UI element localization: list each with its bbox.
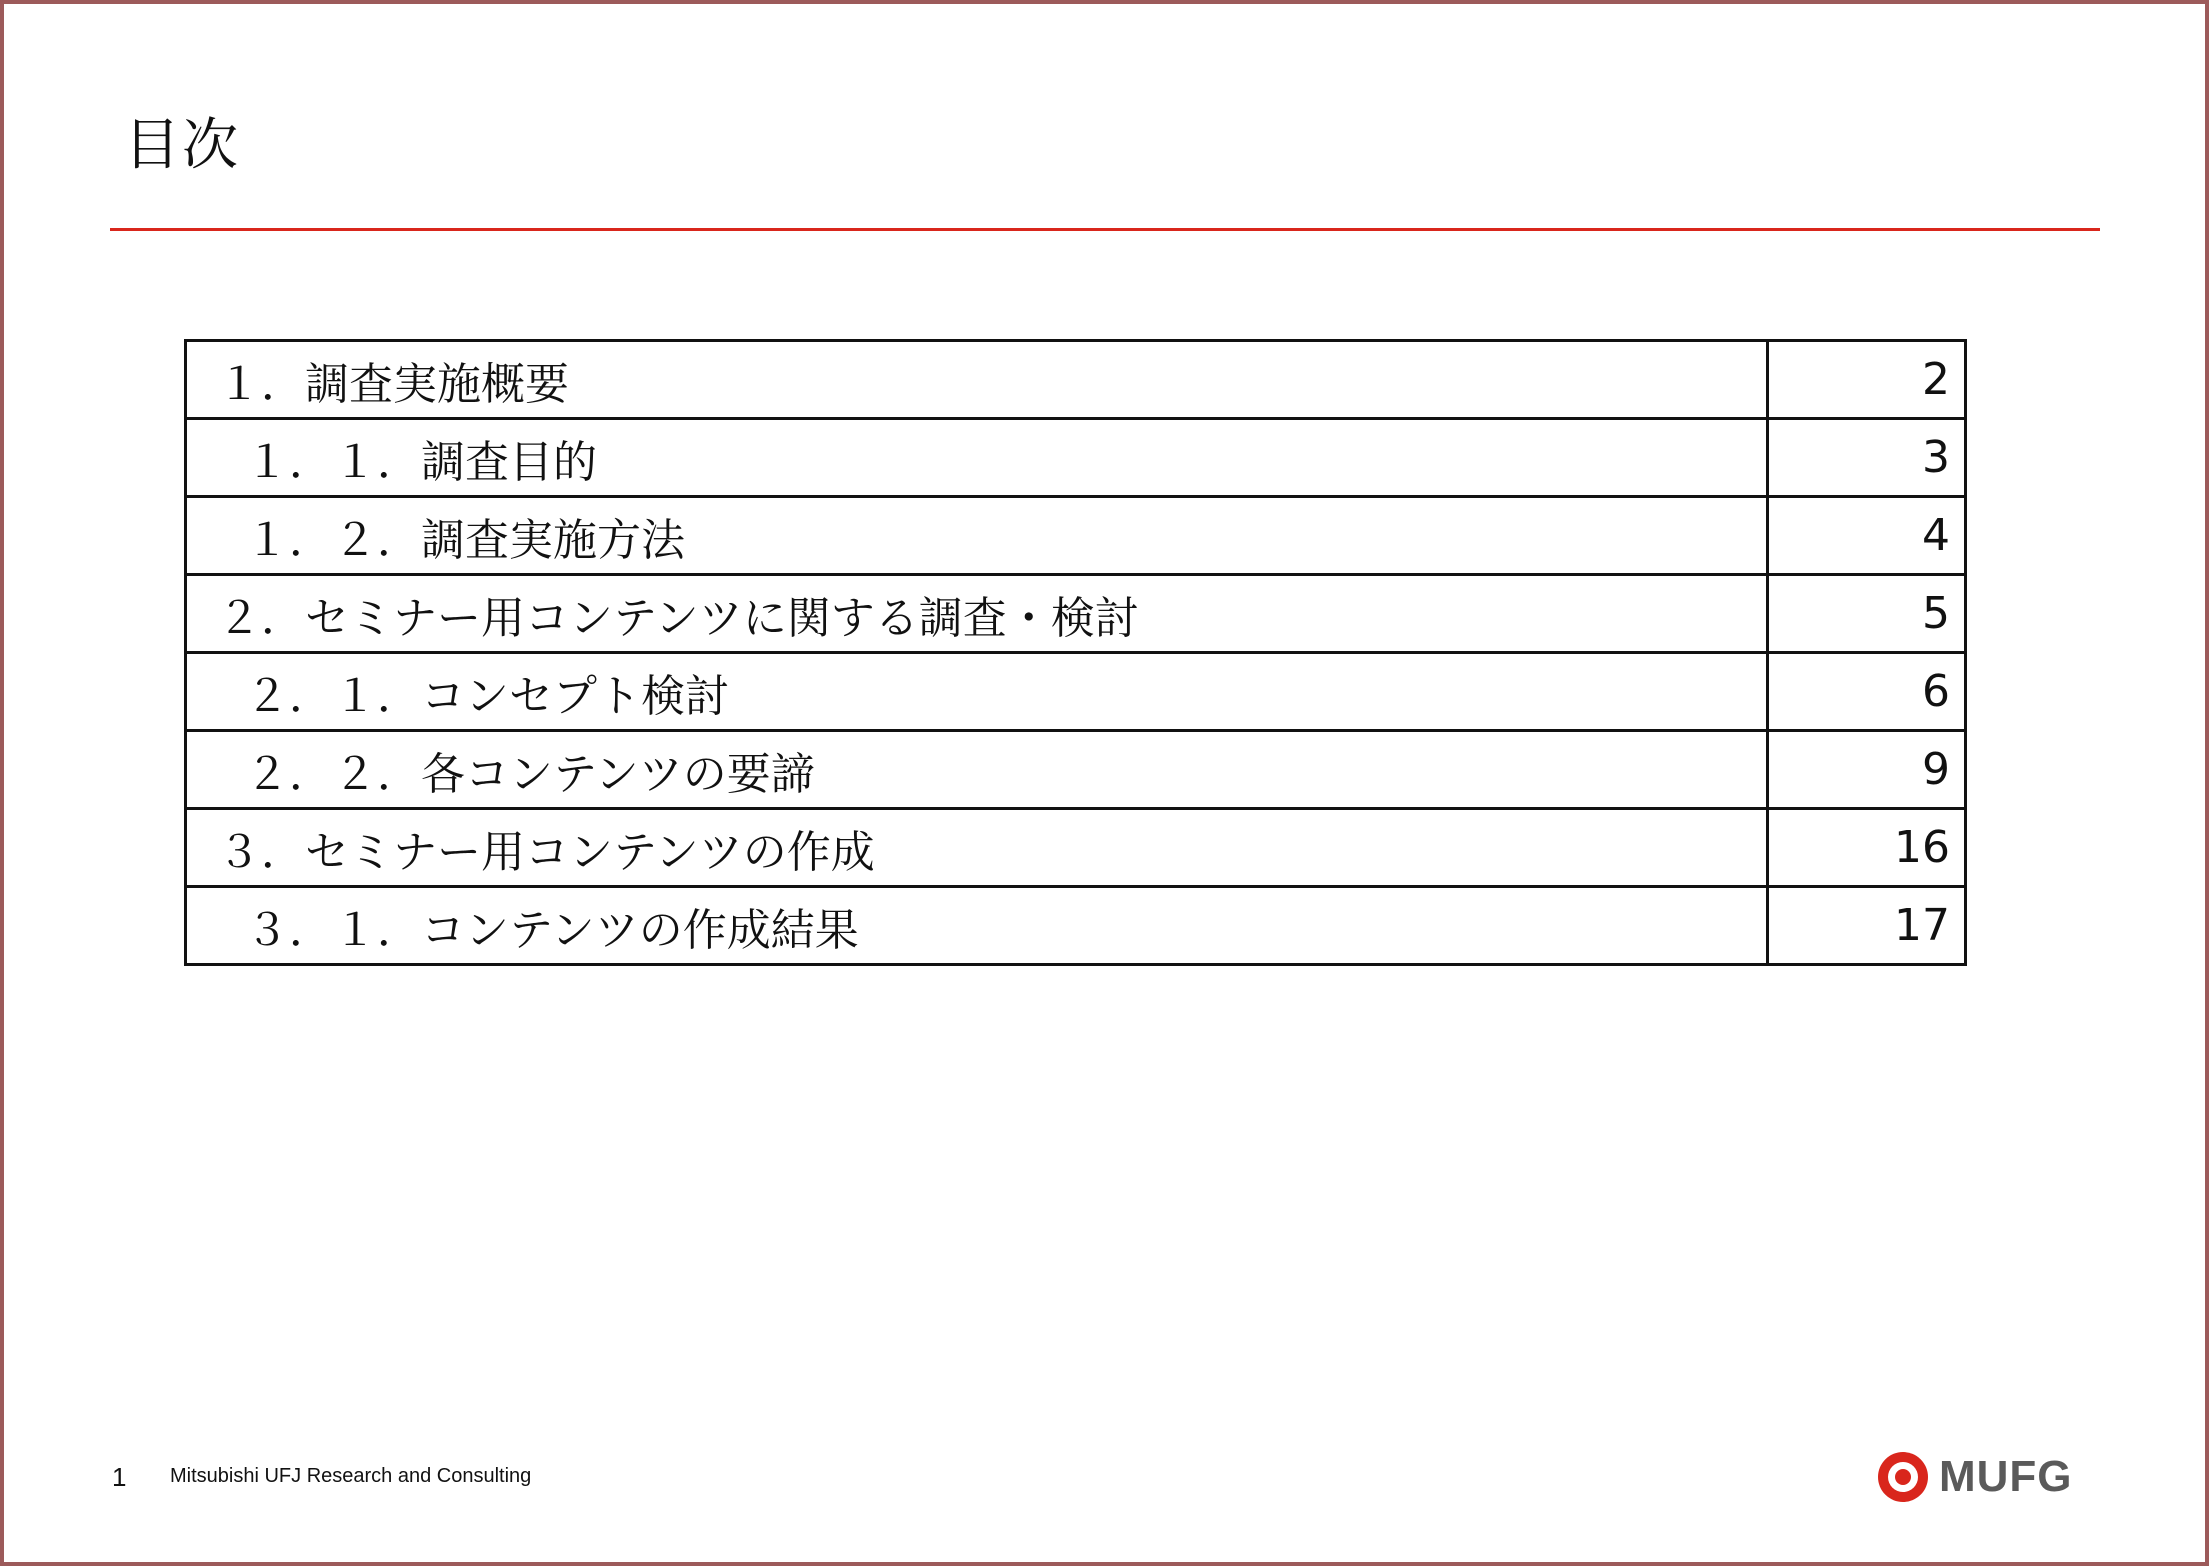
toc-item-page: 3 bbox=[1768, 419, 1966, 497]
toc-item-label: １．調査実施概要 bbox=[186, 341, 1768, 419]
page-title: 目次 bbox=[124, 113, 240, 178]
toc-item-label: ２．２．各コンテンツの要諦 bbox=[186, 731, 1768, 809]
toc-item-label: ３．セミナー用コンテンツの作成 bbox=[186, 809, 1768, 887]
toc-item-page: 5 bbox=[1768, 575, 1966, 653]
toc-table bbox=[184, 339, 1967, 966]
toc-item-page: 17 bbox=[1768, 887, 1966, 965]
toc-item-label: ２．１．コンセプト検討 bbox=[186, 653, 1768, 731]
toc-row[interactable] bbox=[186, 809, 1966, 887]
toc-row[interactable] bbox=[186, 653, 1966, 731]
toc-row[interactable] bbox=[186, 731, 1966, 809]
toc-item-page: 16 bbox=[1768, 809, 1966, 887]
title-divider bbox=[110, 228, 2100, 231]
toc-item-label: １．２．調査実施方法 bbox=[186, 497, 1768, 575]
toc-item-label: ２．セミナー用コンテンツに関する調査・検討 bbox=[186, 575, 1768, 653]
toc-row[interactable] bbox=[186, 341, 1966, 419]
toc-row[interactable] bbox=[186, 419, 1966, 497]
mufg-logo-icon bbox=[1875, 1449, 1931, 1505]
company-name: Mitsubishi UFJ Research and Consulting bbox=[170, 1465, 532, 1487]
toc-row[interactable] bbox=[186, 497, 1966, 575]
toc-item-page: 4 bbox=[1768, 497, 1966, 575]
toc-item-page: 2 bbox=[1768, 341, 1966, 419]
toc-item-label: １．１．調査目的 bbox=[186, 419, 1768, 497]
mufg-logo-text: MUFG bbox=[1939, 1452, 2073, 1501]
toc-item-page: 6 bbox=[1768, 653, 1966, 731]
toc-row[interactable] bbox=[186, 887, 1966, 965]
toc-item-page: 9 bbox=[1768, 731, 1966, 809]
page-number: 1 bbox=[112, 1462, 127, 1492]
toc-row[interactable] bbox=[186, 575, 1966, 653]
mufg-logo bbox=[1875, 1449, 2073, 1505]
toc-item-label: ３．１．コンテンツの作成結果 bbox=[186, 887, 1768, 965]
